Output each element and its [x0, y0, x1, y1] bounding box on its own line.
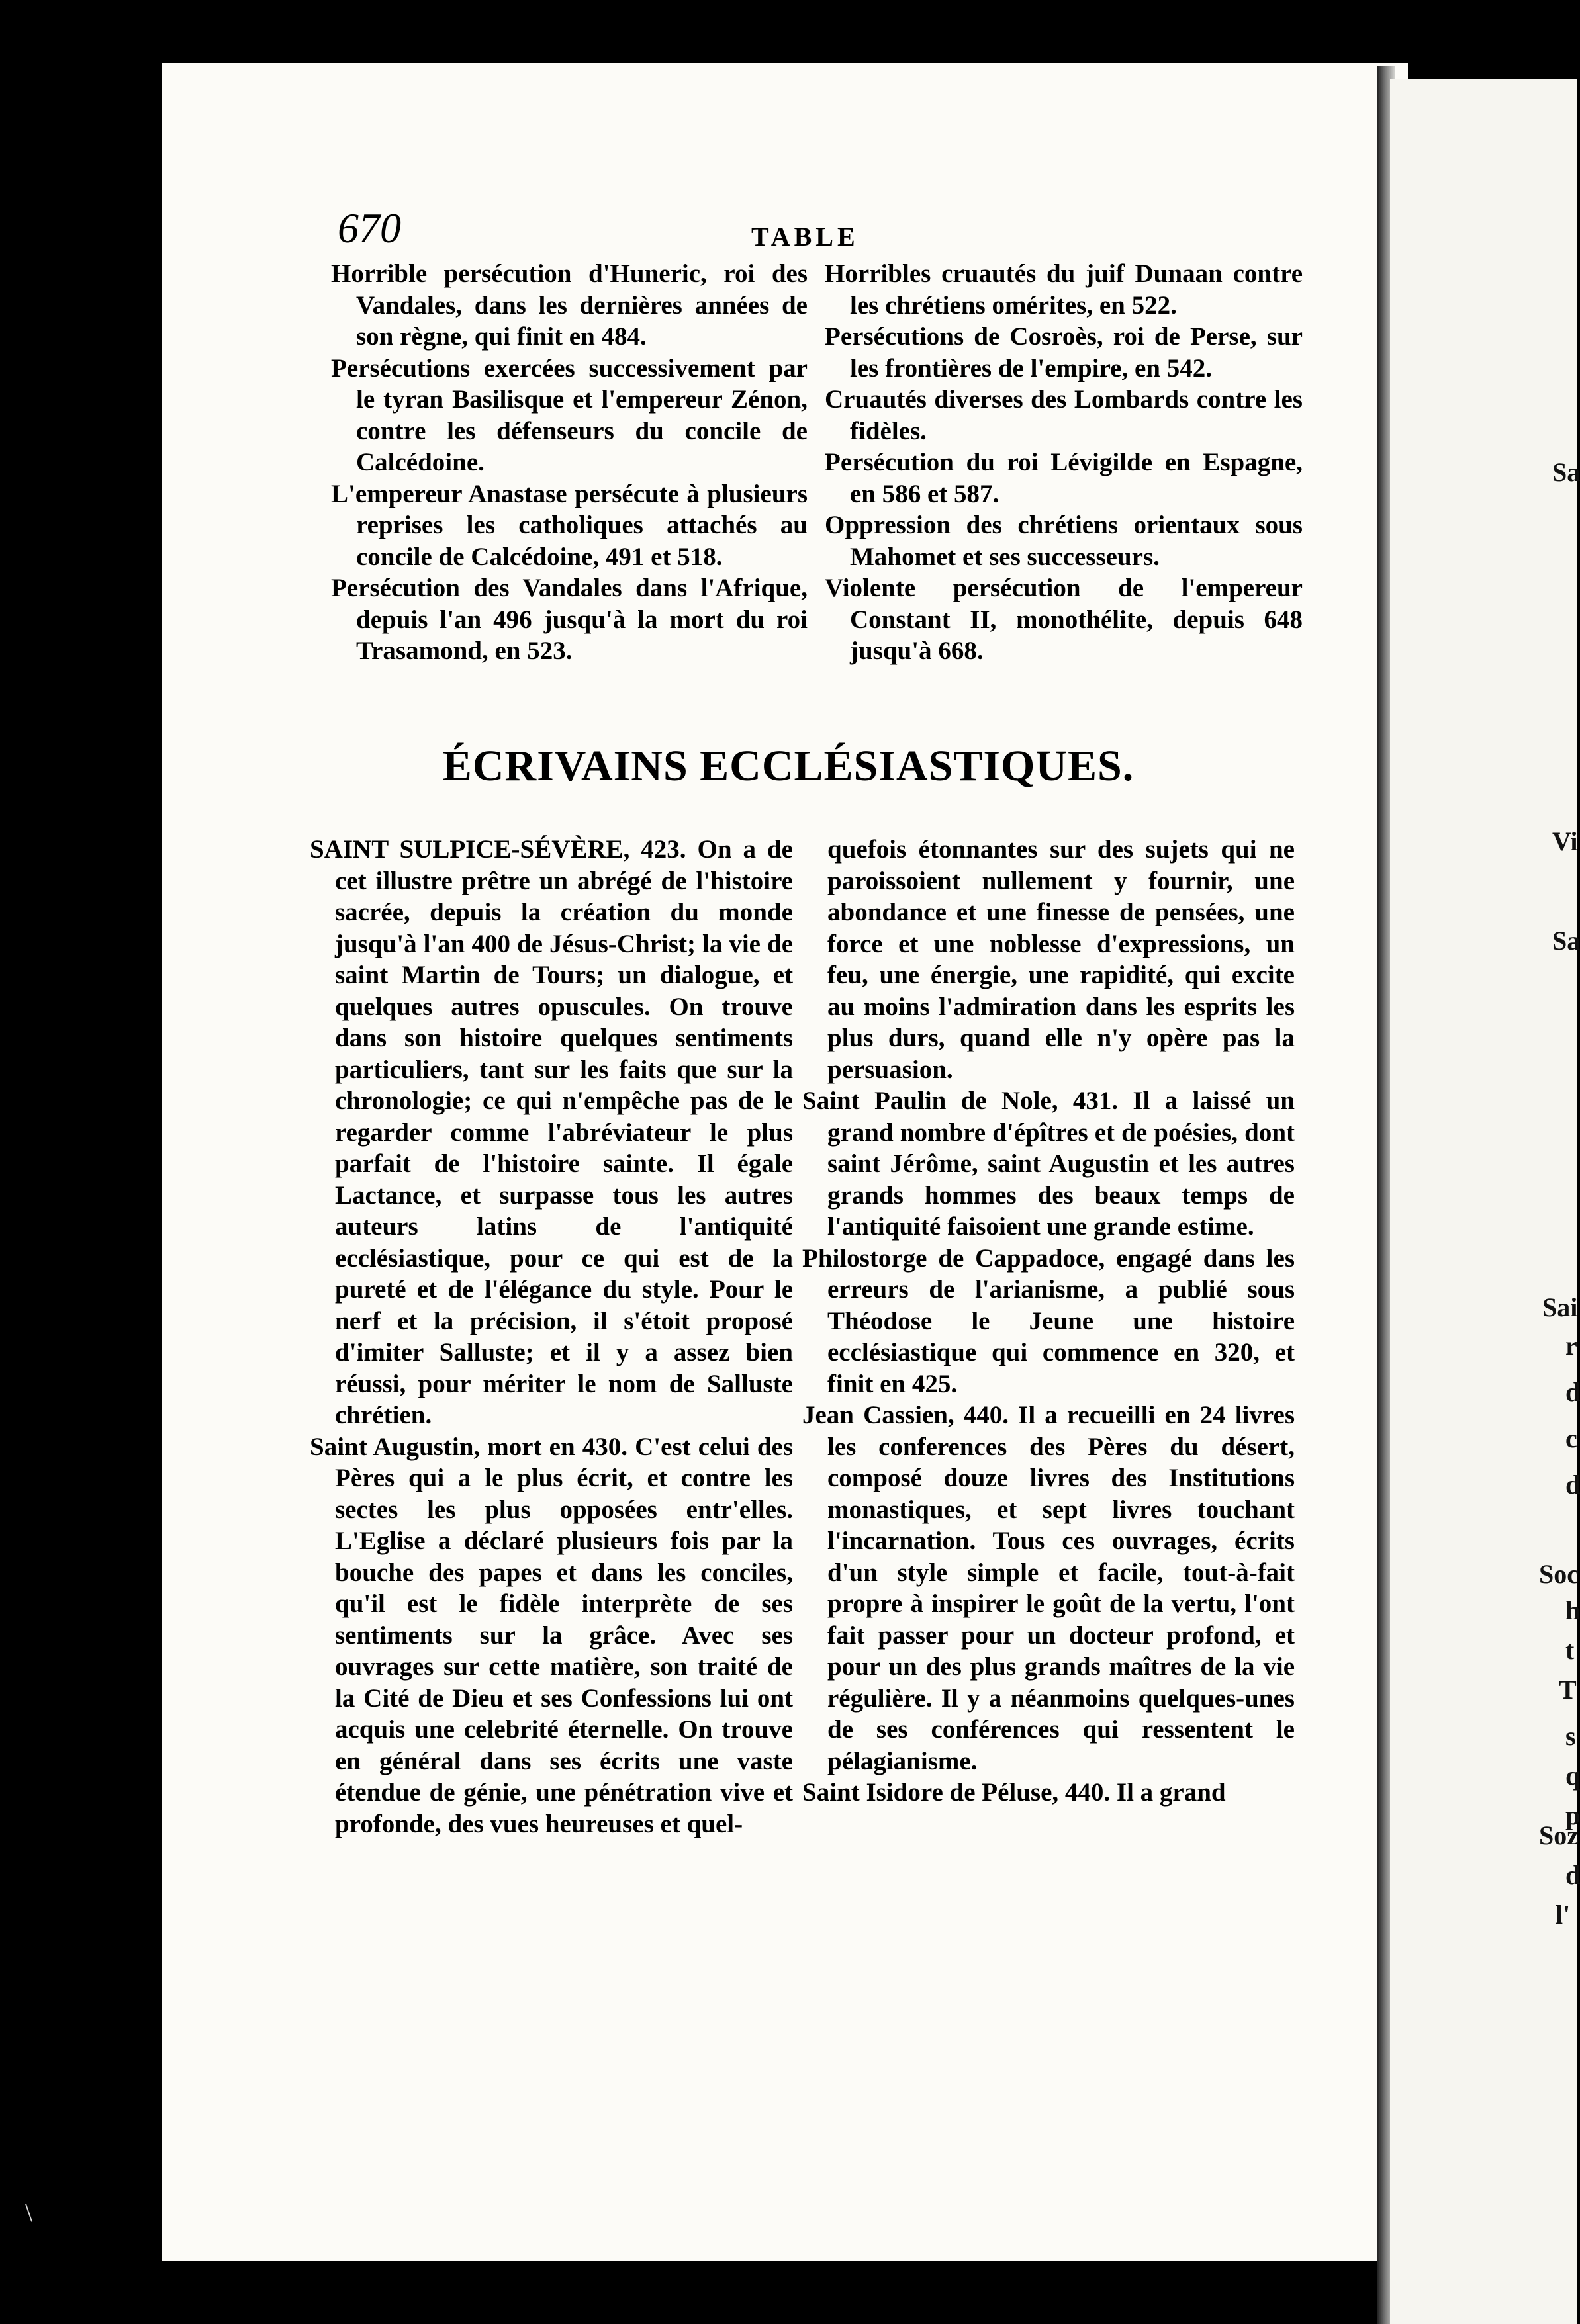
bottom-right-column [802, 834, 1295, 1809]
top-left-column [331, 258, 808, 667]
top-right-column [825, 258, 1303, 667]
next-page-fragment: Soc [1539, 1559, 1579, 1589]
list-item: Jean Cassien, 440. Il a recueilli en 24 livres les conferences des Pères du désert, composé douze livres des Institutions monastiques, et sept livres touchant l'incarnation. Tous ces ouvrages, écrits d'un style simple et facile, tout-à-fait propre à inspirer le goût de la vertu, l'ont fait passer pour un docteur profond, et pour un des plus grands maîtres de la vie régulière. Il y a néanmoins quelques-unes de ses conférences qui ressentent le pélagianisme. [802, 1401, 1295, 1775]
list-item: SAINT SULPICE-SÉVÈRE, 423. On a de cet illustre prêtre un abrégé de l'histoire sacrée, depuis la création du monde jusqu'à l'an 400 de Jésus-Christ; la vie de saint Martin de Tours; un dialogue, et quelques autres opuscules. On trouve dans son histoire quelques sentiments particuliers, tant sur les faits que sur la chronologie; ce qui n'empêche pas de le regarder comme l'abréviateur le plus parfait de l'histoire sainte. Il égale Lactance, et surpasse tous les autres auteurs latins de l'antiquité ecclésiastique, pour ce qui est de la pureté et de l'élégance du style. Pour le nerf et la précision, il s'étoit proposé d'imiter Salluste; et il y a assez bien réussi, pour mériter le nom de Salluste chrétien. [310, 835, 793, 1429]
next-page-fragment: s [1565, 1721, 1576, 1751]
list-item: Saint Isidore de Péluse, 440. Il a grand [802, 1778, 1226, 1807]
next-page-fragment: Soz [1539, 1820, 1579, 1850]
next-page-fragment: T [1559, 1675, 1577, 1705]
page-number: 670 [338, 204, 401, 251]
list-item: Oppression des chrétiens orientaux sous Mahomet et ses successeurs. [825, 511, 1303, 571]
list-item: Saint Augustin, mort en 430. C'est celui des Pères qui a le plus écrit, et contre les sectes les plus opposées entr'elles. L'Eglise a déclaré plusieurs fois par la bouche des papes et dans les conciles, qu'il est le fidèle interprète de ses sentiments sur la grâce. Avec ses ouvrages sur cette matière, son traité de la Cité de Dieu et ses Confessions lui ont acquis une celebrité éternelle. On trouve en général dans ses écrits une vaste étendue de génie, une pénétration vive et profonde, des vues heureuses et quel- [310, 1432, 793, 1838]
list-item: Saint Paulin de Nole, 431. Il a laissé un grand nombre d'épîtres et de poésies, dont saint Jérôme, saint Augustin et les autres grands hommes des beaux temps de l'antiquité faisoient une grande estime. [802, 1087, 1295, 1241]
list-item: quefois étonnantes sur des sujets qui ne paroissoient nullement y fournir, une abondance et une finesse de pensées, une force et une noblesse d'expressions, un feu, une énergie, une rapidité, qui excite au moins l'admiration dans les esprits les plus durs, quand elle n'y opère pas la persuasion. [827, 835, 1295, 1084]
list-item: Horrible persécution d'Huneric, roi des Vandales, dans les dernières années de son règne, qui finit en 484. [331, 259, 808, 351]
next-page-fragment: Sai [1542, 1292, 1578, 1322]
list-item: Horribles cruautés du juif Dunaan contre les chrétiens omérites, en 522. [825, 259, 1303, 320]
next-page-fragment: Sa [1552, 926, 1580, 956]
list-item: Cruautés diverses des Lombards contre les fidèles. [825, 385, 1303, 445]
list-item: Philostorge de Cappadoce, engagé dans les erreurs de l'arianisme, a publié sous Théodose le Jeune une histoire ecclésiastique qui commence en 320, et finit en 425. [802, 1243, 1295, 1398]
next-page-fragment: d [1565, 1377, 1580, 1407]
list-item: Persécutions de Cosroès, roi de Perse, sur les frontières de l'empire, en 542. [825, 322, 1303, 382]
list-item: Persécution des Vandales dans l'Afrique, depuis l'an 496 jusqu'à la mort du roi Trasamond, en 523. [331, 574, 808, 665]
next-page-fragment: d [1565, 1470, 1580, 1499]
running-head: TABLE [751, 222, 859, 251]
next-page-fragment: d [1565, 1860, 1580, 1890]
list-item: Violente persécution de l'empereur Constant II, monothélite, depuis 648 jusqu'à 668. [825, 574, 1303, 665]
next-page-fragment: Sa [1552, 457, 1580, 487]
next-page-fragment: Vi [1552, 827, 1578, 856]
list-item: Persécution du roi Lévigilde en Espagne, en 586 et 587. [825, 448, 1303, 508]
next-page-fragment: p [1565, 1801, 1580, 1830]
list-item: Persécutions exercées successivement par le tyran Basilisque et l'empereur Zénon, contre les défenseurs du concile de Calcédoine. [331, 353, 808, 476]
next-page-fragment: r [1565, 1331, 1577, 1361]
next-page-fragment: t [1565, 1635, 1575, 1665]
next-page-fragment: l' [1556, 1900, 1571, 1930]
list-item: L'empereur Anastase persécute à plusieurs reprises les catholiques attachés au concile de Calcédoine, 491 et 518. [331, 479, 808, 571]
next-page-fragment: q [1565, 1761, 1580, 1791]
section-title: ÉCRIVAINS ECCLÉSIASTIQUES. [442, 742, 1135, 790]
bottom-left-column [310, 834, 793, 1840]
next-page-fragment: c [1565, 1423, 1577, 1453]
margin-mark: \ [25, 2198, 33, 2227]
adjacent-page-edge [1390, 79, 1577, 2324]
next-page-fragment: h [1565, 1595, 1580, 1625]
